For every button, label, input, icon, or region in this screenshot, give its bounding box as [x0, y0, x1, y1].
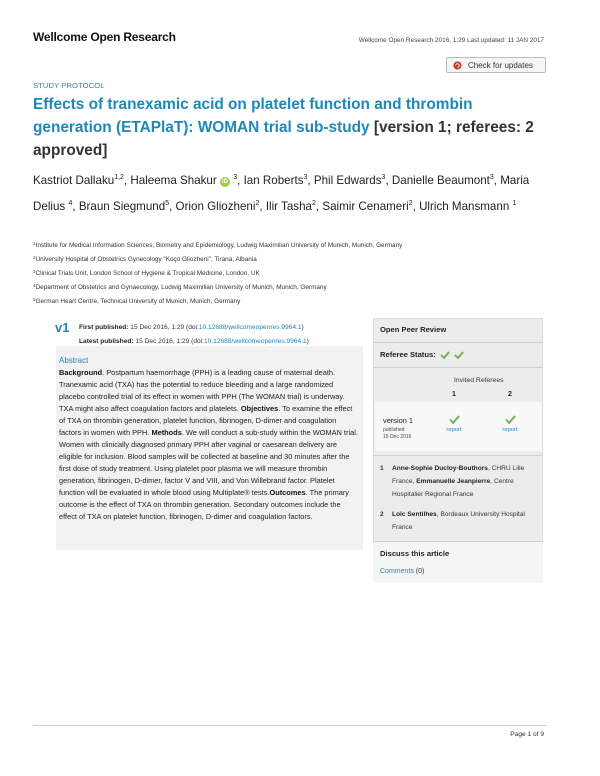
- author[interactable]: Saimir Cenameri$^2$: [322, 200, 413, 213]
- comments-link[interactable]: Comments: [380, 568, 414, 575]
- author[interactable]: Danielle Beaumont$^3$: [391, 174, 494, 187]
- article-meta: Wellcome Open Research 2016, 1:29 Last updated: 11 JAN 2017: [358, 37, 544, 44]
- abstract-text: Background. Postpartum haemorrhage (PPH) is a leading cause of maternal death. Tranexamic acid (TXA) has the potential to reduce bleeding and a large randomized placebo controlled trial of its effect in women with PPH (The WOMAN trial) is underway. TXA might also affect coagulation factors and platelets. Objectives. To examine the effect of TXA on thrombin generation, platelet function, fibrinogen, D-dimer and coagulation factors in women with PPH. Methods. We will conduct a sub-study within the WOMAN trial. Women with clinically diagnosed primary PPH after vaginal or caesarean delivery are eligible for inclusion. Blood samples will be collected at baseline and 30 minutes after the first dose of study treatment. Using platelet poor plasma we will measure thrombin generation, fibrinogen, D-dimer, factor V and VIII, and Von Willebrand factor. Platelet function will be evaluated in whole blood using Multiplate® tests.Outcomes. The primary outcome is the effect of TXA on thrombin generation. Secondary outcomes include the effect of TXA on platelet function, fibrinogen, D-dimer and coagulation factors.: [59, 368, 358, 521]
- doi-link[interactable]: 10.12688/wellcomeopenres.9964.1: [204, 337, 307, 345]
- reviewer-entry: 1 Anne-Sophie Ducloy-Bouthors, CHRU Lille France, Emmanuelle Jeanpierre, Centre Hospitalier Régional France: [380, 465, 525, 498]
- refresh-icon: [453, 61, 462, 70]
- affiliation: $^3$Clinical Trials Unit, London School of Hygiene & Tropical Medicine, London, UK: [33, 269, 260, 277]
- check-icon: [505, 415, 516, 424]
- referee-status: Referee Status:: [380, 350, 464, 359]
- author[interactable]: Phil Edwards$^3$: [313, 174, 386, 187]
- invited-referees-label: Invited Referees: [454, 377, 504, 384]
- discuss-heading: Discuss this article: [380, 549, 450, 558]
- version-published: published 15 Dec 2016: [383, 427, 412, 440]
- author[interactable]: Maria Delius $^4$: [33, 174, 530, 213]
- check-icon: [454, 351, 464, 359]
- footer-divider: [33, 725, 547, 726]
- reviewer-name[interactable]: Loïc Sentilhes: [392, 511, 437, 518]
- referee-number: 2: [508, 391, 512, 398]
- orcid-icon[interactable]: iD: [221, 179, 228, 185]
- reviewer-entry: 2 Loïc Sentilhes, Bordeaux University Hospital France: [380, 511, 526, 531]
- check-for-updates-label: Check for updates: [468, 60, 533, 70]
- article-type: STUDY PROTOCOL: [33, 81, 105, 90]
- divider: [373, 342, 543, 343]
- report-link[interactable]: report: [446, 427, 462, 433]
- doi-link[interactable]: 10.12688/wellcomeopenres.9964.1: [198, 324, 302, 331]
- check-for-updates-button[interactable]: [446, 57, 546, 73]
- affiliation: $^2$University Hospital of Obstetrics Gynecology "Koço Gliozheni", Tirana, Albania: [33, 255, 257, 263]
- divider: [373, 367, 543, 368]
- discussion-panel: [373, 541, 543, 583]
- author[interactable]: Orion Gliozheni$^2$: [175, 200, 260, 213]
- comments-count: Comments (0): [380, 568, 425, 575]
- affiliation: $^5$German Heart Centre, Technical University of Munich, Munich, Germany: [33, 297, 241, 305]
- article-title: [33, 93, 553, 162]
- abstract-heading: Abstract: [59, 356, 89, 365]
- version-label: version 1: [383, 416, 413, 425]
- check-icon: [449, 415, 460, 424]
- check-icon: [440, 351, 450, 359]
- affiliation: $^1$Institute for Medical Information Sciences, Biometry and Epidemiology, Ludwig Maximilian University of Munich, Munich, Germany: [33, 241, 403, 249]
- author[interactable]: Kastriot Dallaku$^{1,2}$: [33, 174, 124, 187]
- divider: [373, 455, 543, 456]
- publication-info: [79, 321, 309, 348]
- title-main: Effects of tranexamic acid on platelet function and thrombin generation (ETAPlaT): WOMAN trial sub-study: [33, 96, 473, 136]
- latest-published: Latest published: 15 Dec 2016, 1:29 (doi:10.12688/wellcomeopenres.9964.1): [79, 337, 309, 345]
- referee-report-1[interactable]: [440, 415, 468, 433]
- author[interactable]: Braun Siegmund$^5$: [78, 200, 170, 213]
- reviewer-name[interactable]: Emmanuelle Jeanpierre: [416, 478, 491, 485]
- affiliations: [33, 238, 553, 308]
- author[interactable]: Ulrich Mansmann $^1$: [419, 200, 517, 213]
- page-number: Page 1 of 9: [510, 731, 544, 738]
- title-version: [version 1; referees: 2 approved]: [33, 119, 534, 159]
- journal-name: Wellcome Open Research: [33, 30, 176, 44]
- first-published: First published: 15 Dec 2016, 1:29 (doi:10.12688/wellcomeopenres.9964.1): [79, 324, 304, 331]
- version-badge: v1: [55, 320, 70, 335]
- report-link[interactable]: report: [502, 427, 518, 433]
- referee-number: 1: [452, 391, 456, 398]
- reviewer-name[interactable]: Anne-Sophie Ducloy-Bouthors: [392, 465, 488, 472]
- peer-review-title: Open Peer Review: [380, 325, 447, 334]
- author-list: Kastriot Dallaku$^{1,2}$, Haleema Shakur iD $^3$, Ian Roberts$^3$, Phil Edwards$^3$, Danielle Beaumont$^3$, Maria Delius $^4$, Braun Siegmund$^5$, Orion Gliozheni$^2$, Ilir Tasha$^2$, Saimir Cenameri$^2$, Ulrich Mansmann $^1$: [33, 174, 530, 213]
- divider: [373, 541, 543, 542]
- referee-report-2[interactable]: [496, 415, 524, 433]
- author[interactable]: Ilir Tasha$^2$: [265, 200, 316, 213]
- author[interactable]: Haleema Shakur iD $^3$: [130, 174, 238, 187]
- author[interactable]: Ian Roberts$^3$: [243, 174, 308, 187]
- affiliation: $^4$Department of Obstetrics and Gynaecology, Ludwig Maximilian University of Munich, Munich, Germany: [33, 283, 327, 291]
